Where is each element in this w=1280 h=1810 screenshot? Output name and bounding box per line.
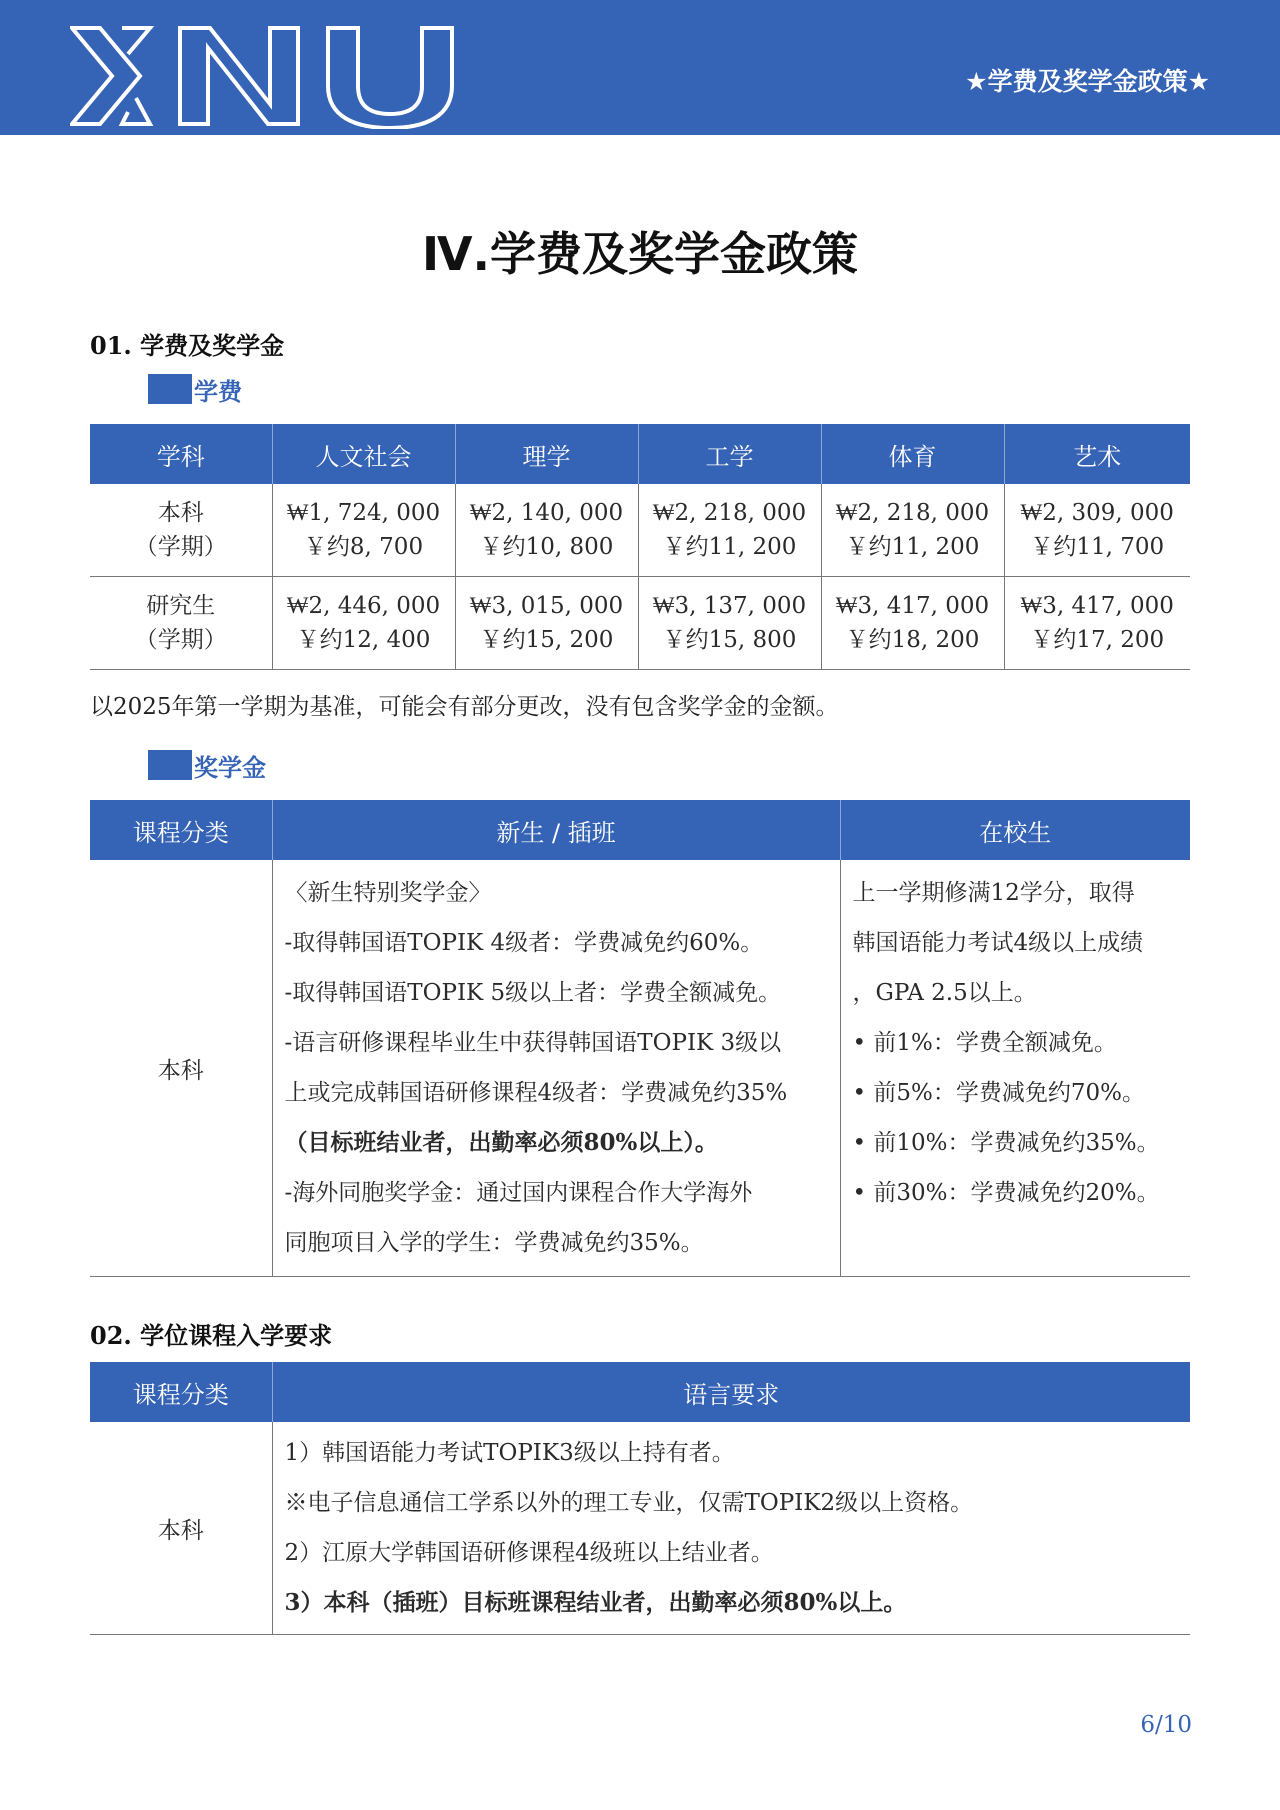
fee-cny: ￥约10, 800 (479, 534, 614, 560)
requirement-line: 3）本科（插班）目标班课程结业者，出勤率必须80%以上。 (284, 1589, 907, 1616)
tuition-header-cell: 体育 (821, 424, 1004, 484)
fee-cell (272, 577, 455, 670)
fee-cell (821, 577, 1004, 670)
admission-header-cell: 语言要求 (272, 1362, 1190, 1422)
admission-requirement-table (90, 1362, 1190, 1635)
header-tag: ★学费及奖学金政策★ (965, 67, 1210, 96)
fee-krw: ₩3, 417, 000 (835, 593, 990, 619)
fee-cny: ￥约11, 200 (845, 534, 980, 560)
tuition-header-cell: 理学 (455, 424, 638, 484)
table-row (90, 484, 1190, 577)
fee-krw: ₩2, 140, 000 (469, 500, 624, 526)
fee-krw: ₩2, 218, 000 (835, 500, 990, 526)
section-title-admission: 02. 学位课程入学要求 (90, 1321, 333, 1350)
scholarship-line: • 前1%：学费全额减免。 (852, 1030, 1117, 1056)
language-requirement-cell (272, 1422, 1190, 1635)
fee-krw: ₩1, 724, 000 (286, 500, 441, 526)
scholarship-line: -取得韩国语TOPIK 4级者：学费减免约60%。 (284, 930, 764, 956)
scholarship-header-cell: 课程分类 (90, 800, 272, 860)
row-label-sub: （学期） (134, 627, 227, 653)
fee-krw: ₩3, 417, 000 (1020, 593, 1174, 619)
knu-logo (70, 24, 470, 129)
admission-header-cell: 课程分类 (90, 1362, 272, 1422)
table-row (90, 1422, 1190, 1635)
header-band (0, 0, 1280, 135)
scholarship-line: ，GPA 2.5以上。 (852, 980, 1037, 1006)
admission-header-row (90, 1362, 1190, 1422)
tuition-header-cell: 学科 (90, 424, 272, 484)
row-label (90, 484, 272, 577)
tuition-note: 以2025年第一学期为基准，可能会有部分更改，没有包含奖学金的金额。 (90, 694, 839, 720)
fee-cell (455, 577, 638, 670)
fee-krw: ₩2, 309, 000 (1020, 500, 1174, 526)
fee-krw: ₩3, 015, 000 (469, 593, 624, 619)
page-number: 6/10 (1140, 1712, 1192, 1738)
row-label: 本科 (90, 860, 272, 1277)
fee-cny: ￥约17, 200 (1030, 627, 1165, 653)
requirement-line: ※电子信息通信工学系以外的理工专业，仅需TOPIK2级以上资格。 (284, 1490, 974, 1516)
fee-cell (1004, 577, 1190, 670)
scholarship-line: • 前30%：学费减免约20%。 (852, 1180, 1160, 1206)
subheading-marker (148, 750, 192, 780)
scholarship-line: （目标班结业者，出勤率必须80%以上）。 (284, 1129, 718, 1156)
scholarship-line: -语言研修课程毕业生中获得韩国语TOPIK 3级以 (284, 1030, 782, 1056)
scholarship-line: 上一学期修满12学分，取得 (852, 880, 1135, 906)
table-row (90, 577, 1190, 670)
fee-cell (272, 484, 455, 577)
scholarship-header-cell: 在校生 (840, 800, 1190, 860)
fee-cny: ￥约15, 800 (662, 627, 797, 653)
fee-cell (1004, 484, 1190, 577)
section-title-tuition-scholarship: 01. 学费及奖学金 (90, 331, 285, 360)
subheading-tuition-label: 学费 (194, 377, 242, 406)
scholarship-line: 〈新生特别奖学金〉 (284, 880, 492, 906)
scholarship-table (90, 800, 1190, 1277)
tuition-header-cell: 艺术 (1004, 424, 1190, 484)
subheading-tuition (148, 374, 242, 404)
subheading-scholarship (148, 750, 266, 780)
tuition-header-cell: 工学 (638, 424, 821, 484)
fee-krw: ₩2, 218, 000 (652, 500, 807, 526)
scholarship-header-cell: 新生 / 插班 (272, 800, 840, 860)
table-row (90, 860, 1190, 1277)
fee-krw: ₩2, 446, 000 (286, 593, 441, 619)
row-label-sub: （学期） (134, 534, 227, 560)
scholarship-header-row (90, 800, 1190, 860)
scholarship-line: -取得韩国语TOPIK 5级以上者：学费全额减免。 (284, 980, 782, 1006)
requirement-line: 2）江原大学韩国语研修课程4级班以上结业者。 (284, 1540, 774, 1566)
scholarship-line: 同胞项目入学的学生：学费减免约35%。 (284, 1230, 704, 1256)
scholarship-line: 韩国语能力考试4级以上成绩 (852, 930, 1144, 956)
subheading-marker (148, 374, 192, 404)
current-student-scholarship-cell (840, 860, 1190, 1277)
fee-cell (455, 484, 638, 577)
fee-cny: ￥约11, 200 (662, 534, 797, 560)
new-student-scholarship-cell (272, 860, 840, 1277)
requirement-line: 1）韩国语能力考试TOPIK3级以上持有者。 (284, 1440, 735, 1466)
fee-cny: ￥约11, 700 (1030, 534, 1165, 560)
page-title: Ⅳ.学费及奖学金政策 (421, 227, 858, 281)
row-label-name: 本科 (157, 500, 204, 526)
tuition-header-row (90, 424, 1190, 484)
tuition-table (90, 424, 1190, 670)
scholarship-line: • 前10%：学费减免约35%。 (852, 1130, 1160, 1156)
row-label (90, 577, 272, 670)
fee-cell (638, 484, 821, 577)
row-label: 本科 (90, 1422, 272, 1635)
fee-cell (821, 484, 1004, 577)
scholarship-line: 上或完成韩国语研修课程4级者：学费减免约35% (284, 1080, 788, 1106)
tuition-header-cell: 人文社会 (272, 424, 455, 484)
fee-cell (638, 577, 821, 670)
fee-krw: ₩3, 137, 000 (652, 593, 807, 619)
fee-cny: ￥约15, 200 (479, 627, 614, 653)
scholarship-line: • 前5%：学费减免约70%。 (852, 1080, 1145, 1106)
row-label-name: 研究生 (146, 593, 216, 619)
fee-cny: ￥约8, 700 (303, 534, 424, 560)
fee-cny: ￥约12, 400 (296, 627, 431, 653)
fee-cny: ￥约18, 200 (845, 627, 980, 653)
subheading-scholarship-label: 奖学金 (194, 753, 266, 782)
scholarship-line: -海外同胞奖学金：通过国内课程合作大学海外 (284, 1180, 753, 1206)
